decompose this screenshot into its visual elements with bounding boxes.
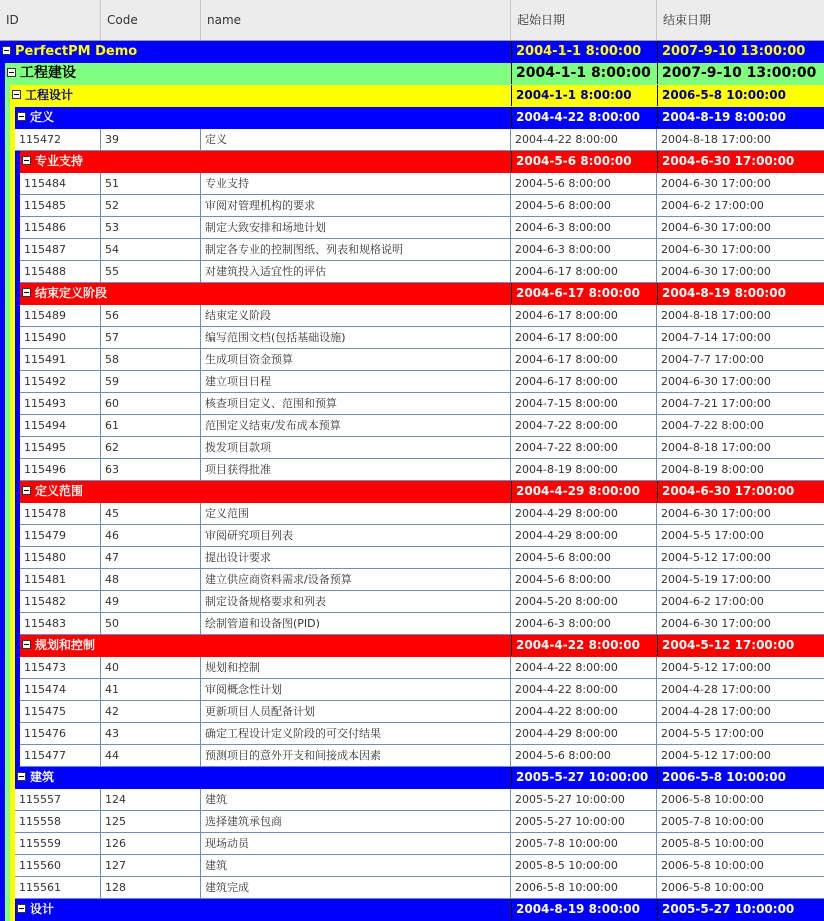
group-name[interactable] xyxy=(22,151,83,172)
task-end-date: 2004-8-19 8:00:00 xyxy=(661,463,764,476)
group-label: 定义 xyxy=(30,110,55,124)
task-code: 125 xyxy=(101,811,201,832)
task-id: 115560 xyxy=(15,855,101,876)
task-name: 专业支持 xyxy=(201,173,511,194)
group-name[interactable] xyxy=(22,283,107,304)
task-start-date: 2004-6-17 8:00:00 xyxy=(511,371,657,392)
task-end-date: 2004-8-18 17:00:00 xyxy=(661,309,771,322)
task-end-date: 2004-6-2 17:00:00 xyxy=(661,595,764,608)
task-start-date: 2004-6-17 8:00:00 xyxy=(511,261,657,282)
task-start-date: 2004-5-6 8:00:00 xyxy=(511,195,657,216)
task-start-date: 2004-5-6 8:00:00 xyxy=(511,173,657,194)
task-end-date: 2004-8-18 17:00:00 xyxy=(661,441,771,454)
task-name: 制定各专业的控制图纸、列表和规格说明 xyxy=(201,239,511,260)
group-row[interactable] xyxy=(0,151,824,173)
group-end-date: 2004-6-30 17:00:00 xyxy=(657,151,824,172)
task-row[interactable] xyxy=(0,613,824,635)
task-id: 115486 xyxy=(20,217,101,238)
task-code: 53 xyxy=(101,217,201,238)
task-code: 41 xyxy=(101,679,201,700)
task-code: 42 xyxy=(101,701,201,722)
task-name: 提出设计要求 xyxy=(201,547,511,568)
group-row[interactable] xyxy=(0,481,824,503)
group-label: 定义范围 xyxy=(35,484,84,498)
task-start-date: 2004-4-29 8:00:00 xyxy=(511,723,657,744)
task-start-date: 2006-5-8 10:00:00 xyxy=(511,877,657,898)
task-end-date: 2004-5-5 17:00:00 xyxy=(661,529,764,542)
task-end-date: 2004-6-30 17:00:00 xyxy=(661,265,771,278)
task-start-date: 2005-8-5 10:00:00 xyxy=(511,855,657,876)
task-row[interactable] xyxy=(0,789,824,811)
task-code: 40 xyxy=(101,657,201,678)
task-row[interactable] xyxy=(0,415,824,437)
collapse-toggle-icon[interactable] xyxy=(7,68,16,77)
task-end-date: 2004-6-30 17:00:00 xyxy=(661,177,771,190)
task-name: 确定工程设计定义阶段的可交付结果 xyxy=(201,723,511,744)
task-id: 115484 xyxy=(20,173,101,194)
task-code: 52 xyxy=(101,195,201,216)
group-end-date: 2007-9-10 13:00:00 xyxy=(657,41,824,62)
task-id: 115561 xyxy=(15,877,101,898)
task-id: 115489 xyxy=(20,305,101,326)
task-row[interactable] xyxy=(0,569,824,591)
task-row[interactable] xyxy=(0,393,824,415)
task-id: 115488 xyxy=(20,261,101,282)
task-id: 115491 xyxy=(20,349,101,370)
collapse-toggle-icon[interactable] xyxy=(22,288,31,297)
task-row[interactable] xyxy=(0,745,824,767)
task-name: 定义 xyxy=(201,129,511,150)
task-id: 115480 xyxy=(20,547,101,568)
group-start-date: 2004-4-29 8:00:00 xyxy=(511,481,657,502)
group-label: 设计 xyxy=(30,902,55,916)
task-row[interactable] xyxy=(0,723,824,745)
task-code: 128 xyxy=(101,877,201,898)
task-name: 更新项目人员配备计划 xyxy=(201,701,511,722)
task-start-date: 2004-6-17 8:00:00 xyxy=(511,327,657,348)
task-end-date: 2004-6-2 17:00:00 xyxy=(661,199,764,212)
column-header-end-date[interactable]: 结束日期 xyxy=(663,13,712,27)
task-name: 预测项目的意外开支和间接成本因素 xyxy=(201,745,511,766)
task-end-date: 2004-5-12 17:00:00 xyxy=(661,661,771,674)
task-row[interactable] xyxy=(0,437,824,459)
task-end-date: 2004-8-18 17:00:00 xyxy=(661,133,771,146)
group-label: 工程建设 xyxy=(20,65,76,81)
task-code: 60 xyxy=(101,393,201,414)
task-row[interactable] xyxy=(0,129,824,151)
task-start-date: 2004-4-29 8:00:00 xyxy=(511,503,657,524)
task-code: 46 xyxy=(101,525,201,546)
collapse-toggle-icon[interactable] xyxy=(22,486,31,495)
task-id: 115487 xyxy=(20,239,101,260)
task-id: 115557 xyxy=(15,789,101,810)
grid-body xyxy=(0,41,824,921)
task-id: 115485 xyxy=(20,195,101,216)
task-start-date: 2004-4-29 8:00:00 xyxy=(511,525,657,546)
column-header-name[interactable]: name xyxy=(201,0,511,40)
task-name: 制定设备规格要求和列表 xyxy=(201,591,511,612)
task-start-date: 2004-4-22 8:00:00 xyxy=(511,129,657,150)
group-label: 建筑 xyxy=(30,770,55,784)
task-code: 48 xyxy=(101,569,201,590)
task-code: 55 xyxy=(101,261,201,282)
task-name: 编写范围文档(包括基础设施) xyxy=(201,327,511,348)
task-name: 项目获得批准 xyxy=(201,459,511,480)
task-end-date: 2004-4-28 17:00:00 xyxy=(661,683,771,696)
column-header-start-date[interactable]: 起始日期 xyxy=(511,0,657,40)
collapse-toggle-icon[interactable] xyxy=(12,90,21,99)
task-start-date: 2004-5-6 8:00:00 xyxy=(511,547,657,568)
task-code: 50 xyxy=(101,613,201,634)
task-code: 45 xyxy=(101,503,201,524)
task-id: 115483 xyxy=(20,613,101,634)
task-id: 115558 xyxy=(15,811,101,832)
task-id: 115492 xyxy=(20,371,101,392)
group-start-date: 2004-6-17 8:00:00 xyxy=(511,283,657,304)
group-start-date: 2004-1-1 8:00:00 xyxy=(511,63,657,84)
task-start-date: 2004-5-20 8:00:00 xyxy=(511,591,657,612)
task-name: 现场动员 xyxy=(201,833,511,854)
task-code: 57 xyxy=(101,327,201,348)
task-code: 63 xyxy=(101,459,201,480)
group-name[interactable] xyxy=(7,63,76,84)
task-id: 115496 xyxy=(20,459,101,480)
task-start-date: 2004-8-19 8:00:00 xyxy=(511,459,657,480)
task-id: 115490 xyxy=(20,327,101,348)
task-row[interactable] xyxy=(0,239,824,261)
task-code: 59 xyxy=(101,371,201,392)
group-start-date: 2004-4-22 8:00:00 xyxy=(511,107,657,128)
task-row[interactable] xyxy=(0,173,824,195)
task-row[interactable] xyxy=(0,305,824,327)
task-name: 对建筑投入适宜性的评估 xyxy=(201,261,511,282)
task-start-date: 2005-5-27 10:00:00 xyxy=(511,789,657,810)
task-end-date: 2004-5-12 17:00:00 xyxy=(661,551,771,564)
task-end-date: 2004-6-30 17:00:00 xyxy=(661,375,771,388)
task-name: 审阅概念性计划 xyxy=(201,679,511,700)
group-start-date: 2004-4-22 8:00:00 xyxy=(511,635,657,656)
task-row[interactable] xyxy=(0,701,824,723)
group-label: 工程设计 xyxy=(25,88,74,102)
task-row[interactable] xyxy=(0,261,824,283)
group-row[interactable] xyxy=(0,63,824,85)
task-id: 115482 xyxy=(20,591,101,612)
task-row[interactable] xyxy=(0,525,824,547)
task-code: 127 xyxy=(101,855,201,876)
grid-header xyxy=(0,0,824,41)
task-end-date: 2004-6-30 17:00:00 xyxy=(661,243,771,256)
collapse-toggle-icon[interactable] xyxy=(22,640,31,649)
task-start-date: 2004-7-22 8:00:00 xyxy=(511,437,657,458)
task-code: 61 xyxy=(101,415,201,436)
task-end-date: 2004-6-30 17:00:00 xyxy=(661,617,771,630)
group-end-date: 2004-8-19 8:00:00 xyxy=(657,107,824,128)
group-row[interactable] xyxy=(0,899,824,921)
group-label: 结束定义阶段 xyxy=(35,286,108,300)
task-end-date: 2004-5-12 17:00:00 xyxy=(661,749,771,762)
task-row[interactable] xyxy=(0,217,824,239)
collapse-toggle-icon[interactable] xyxy=(22,156,31,165)
task-code: 58 xyxy=(101,349,201,370)
task-end-date: 2004-6-30 17:00:00 xyxy=(661,507,771,520)
group-start-date: 2004-1-1 8:00:00 xyxy=(511,85,657,106)
task-row[interactable] xyxy=(0,503,824,525)
group-start-date: 2004-5-6 8:00:00 xyxy=(511,151,657,172)
column-header-id[interactable]: ID xyxy=(0,0,101,40)
task-code: 124 xyxy=(101,789,201,810)
task-name: 选择建筑承包商 xyxy=(201,811,511,832)
group-end-date: 2004-5-12 17:00:00 xyxy=(657,635,824,656)
group-end-date: 2005-5-27 10:00:00 xyxy=(657,899,824,920)
task-code: 54 xyxy=(101,239,201,260)
group-start-date: 2004-1-1 8:00:00 xyxy=(511,41,657,62)
group-start-date: 2004-8-19 8:00:00 xyxy=(511,899,657,920)
group-end-date: 2007-9-10 13:00:00 xyxy=(657,63,824,84)
task-id: 115472 xyxy=(15,129,101,150)
group-row[interactable] xyxy=(0,635,824,657)
task-name: 绘制管道和设备图(PID) xyxy=(201,613,511,634)
collapse-toggle-icon[interactable] xyxy=(17,904,26,913)
collapse-toggle-icon[interactable] xyxy=(17,112,26,121)
task-row[interactable] xyxy=(0,371,824,393)
task-name: 结束定义阶段 xyxy=(201,305,511,326)
task-start-date: 2004-7-22 8:00:00 xyxy=(511,415,657,436)
task-start-date: 2005-5-27 10:00:00 xyxy=(511,811,657,832)
task-name: 核查项目定义、范围和预算 xyxy=(201,393,511,414)
task-row[interactable] xyxy=(0,877,824,899)
task-end-date: 2004-7-22 8:00:00 xyxy=(661,419,764,432)
task-name: 建立项目日程 xyxy=(201,371,511,392)
task-name: 范围定义结束/发布成本预算 xyxy=(201,415,511,436)
task-end-date: 2006-5-8 10:00:00 xyxy=(661,859,764,872)
task-name: 制定大致安排和场地计划 xyxy=(201,217,511,238)
task-code: 56 xyxy=(101,305,201,326)
task-code: 62 xyxy=(101,437,201,458)
task-name: 审阅研究项目列表 xyxy=(201,525,511,546)
task-row[interactable] xyxy=(0,811,824,833)
task-end-date: 2004-4-28 17:00:00 xyxy=(661,705,771,718)
task-name: 建立供应商资料需求/设备预算 xyxy=(201,569,511,590)
task-code: 43 xyxy=(101,723,201,744)
task-row[interactable] xyxy=(0,327,824,349)
task-id: 115474 xyxy=(20,679,101,700)
task-code: 49 xyxy=(101,591,201,612)
task-end-date: 2006-5-8 10:00:00 xyxy=(661,881,764,894)
task-name: 审阅对管理机构的要求 xyxy=(201,195,511,216)
task-code: 39 xyxy=(101,129,201,150)
task-id: 115493 xyxy=(20,393,101,414)
task-id: 115475 xyxy=(20,701,101,722)
task-end-date: 2005-7-8 10:00:00 xyxy=(661,815,764,828)
group-row[interactable] xyxy=(0,107,824,129)
task-name: 定义范围 xyxy=(201,503,511,524)
task-name: 建筑 xyxy=(201,855,511,876)
task-id: 115477 xyxy=(20,745,101,766)
task-row[interactable] xyxy=(0,591,824,613)
task-end-date: 2006-5-8 10:00:00 xyxy=(661,793,764,806)
task-name: 建筑 xyxy=(201,789,511,810)
group-end-date: 2004-8-19 8:00:00 xyxy=(657,283,824,304)
task-start-date: 2004-4-22 8:00:00 xyxy=(511,679,657,700)
group-label: 专业支持 xyxy=(35,154,84,168)
task-start-date: 2004-6-3 8:00:00 xyxy=(511,217,657,238)
group-name[interactable] xyxy=(17,767,54,788)
task-row[interactable] xyxy=(0,547,824,569)
task-name: 建筑完成 xyxy=(201,877,511,898)
group-name[interactable] xyxy=(17,899,54,920)
task-name: 规划和控制 xyxy=(201,657,511,678)
group-name[interactable] xyxy=(22,481,83,502)
task-end-date: 2005-8-5 10:00:00 xyxy=(661,837,764,850)
group-row[interactable] xyxy=(0,85,824,107)
task-row[interactable] xyxy=(0,833,824,855)
task-code: 44 xyxy=(101,745,201,766)
group-label: PerfectPM Demo xyxy=(15,44,138,59)
group-label: 规划和控制 xyxy=(35,638,96,652)
task-code: 47 xyxy=(101,547,201,568)
task-row[interactable] xyxy=(0,657,824,679)
task-end-date: 2004-6-30 17:00:00 xyxy=(661,221,771,234)
group-start-date: 2005-5-27 10:00:00 xyxy=(511,767,657,788)
task-code: 126 xyxy=(101,833,201,854)
group-name[interactable] xyxy=(12,85,73,106)
task-row[interactable] xyxy=(0,459,824,481)
task-end-date: 2004-5-19 17:00:00 xyxy=(661,573,771,586)
group-name[interactable] xyxy=(17,107,54,128)
group-name[interactable] xyxy=(2,41,137,62)
task-row[interactable] xyxy=(0,195,824,217)
group-row[interactable] xyxy=(0,41,824,63)
group-end-date: 2006-5-8 10:00:00 xyxy=(657,767,824,788)
column-header-code[interactable]: Code xyxy=(101,0,201,40)
task-start-date: 2005-7-8 10:00:00 xyxy=(511,833,657,854)
task-id: 115559 xyxy=(15,833,101,854)
task-end-date: 2004-5-5 17:00:00 xyxy=(661,727,764,740)
group-end-date: 2006-5-8 10:00:00 xyxy=(657,85,824,106)
task-name: 生成项目资金预算 xyxy=(201,349,511,370)
task-id: 115478 xyxy=(20,503,101,524)
collapse-toggle-icon[interactable] xyxy=(2,46,11,55)
task-start-date: 2004-5-6 8:00:00 xyxy=(511,745,657,766)
task-id: 115476 xyxy=(20,723,101,744)
task-row[interactable] xyxy=(0,679,824,701)
task-start-date: 2004-6-3 8:00:00 xyxy=(511,613,657,634)
collapse-toggle-icon[interactable] xyxy=(17,772,26,781)
task-id: 115495 xyxy=(20,437,101,458)
task-start-date: 2004-5-6 8:00:00 xyxy=(511,569,657,590)
task-end-date: 2004-7-21 17:00:00 xyxy=(661,397,771,410)
task-start-date: 2004-6-17 8:00:00 xyxy=(511,349,657,370)
task-id: 115494 xyxy=(20,415,101,436)
task-id: 115473 xyxy=(20,657,101,678)
task-start-date: 2004-6-3 8:00:00 xyxy=(511,239,657,260)
task-code: 51 xyxy=(101,173,201,194)
task-start-date: 2004-4-22 8:00:00 xyxy=(511,701,657,722)
group-end-date: 2004-6-30 17:00:00 xyxy=(657,481,824,502)
task-start-date: 2004-7-15 8:00:00 xyxy=(511,393,657,414)
task-row[interactable] xyxy=(0,855,824,877)
group-row[interactable] xyxy=(0,283,824,305)
task-end-date: 2004-7-14 17:00:00 xyxy=(661,331,771,344)
group-name[interactable] xyxy=(22,635,95,656)
task-start-date: 2004-4-22 8:00:00 xyxy=(511,657,657,678)
task-row[interactable] xyxy=(0,349,824,371)
task-end-date: 2004-7-7 17:00:00 xyxy=(661,353,764,366)
task-start-date: 2004-6-17 8:00:00 xyxy=(511,305,657,326)
group-row[interactable] xyxy=(0,767,824,789)
task-name: 拨发项目款项 xyxy=(201,437,511,458)
task-id: 115481 xyxy=(20,569,101,590)
task-id: 115479 xyxy=(20,525,101,546)
